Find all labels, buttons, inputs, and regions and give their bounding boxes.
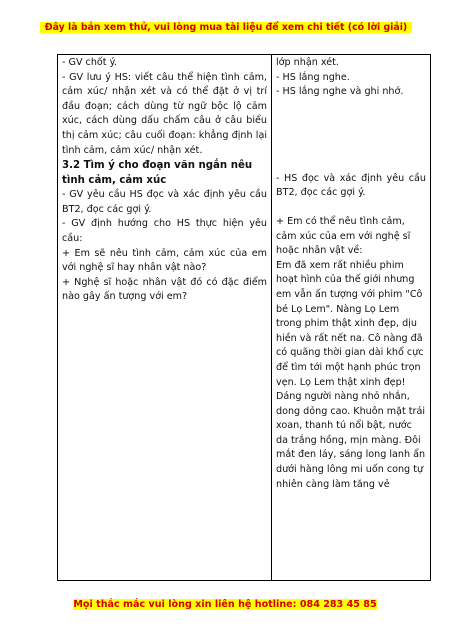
paragraph: + Em sẽ nêu tình cảm, cảm xúc của em với nghệ sĩ hay nhân vật nào? [62,247,267,274]
paragraph: - HS đọc và xác định yêu cầu BT2, đọc các gợi ý. [276,172,426,199]
paragraph: - HS lắng nghe và ghi nhớ. [276,86,404,98]
hotline-footer [0,599,450,610]
paragraph: - GV định hướng cho HS thực hiện yêu cầu: [62,218,267,244]
paragraph: - GV lưu ý HS: viết câu thể hiện tình cảm, cảm xúc/ nhận xét và có thể đặt ở vị trí đầu đoạn; cách dùng từ ngữ bộc lộ cảm xúc, cách dùng dấu chấm câu ở câu biểu thị cảm xúc; câu cuối đoạn: khẳng định lại tình cảm, cảm xúc/ nhận xét. [62,71,267,156]
lesson-table [57,54,431,581]
teacher-activity-cell [58,55,272,581]
paragraph: - GV chốt ý. [62,57,117,68]
paragraph: Em đã xem rất nhiều phim hoạt hình của thế giới nhưng em vẫn ấn tượng với phim "Cô bé Lọ Lem". Nàng Lọ Lem trong phim thật xinh đẹp, dịu hiền và rất nết na. Cô nàng đã có quãng thời gian dài khổ cực để tìm tới một hạnh phúc trọn vẹn. Lọ Lem thật xinh đẹp! Dáng người nàng nhỏ nhắn, dong dỏng cao. Khuôn mặt trái xoan, thanh tú nổi bật, nước da trắng hồng, mịn màng. Đôi mắt đen láy, sáng long lanh ẩn dưới hàng lông mi uốn cong tự nhiên càng làm tăng vẻ [276,259,426,490]
hotline-text: Mọi thắc mắc vui lòng xin liên hệ hotline: 084 283 45 85 [73,599,377,610]
student-activity-cell [272,55,431,581]
preview-banner [40,22,412,33]
paragraph: + Em có thể nêu tình cảm, cảm xúc của em với nghệ sĩ hoặc nhân vật về: [276,215,411,257]
section-heading: 3.2 Tìm ý cho đoạn văn ngắn nêu tình cảm, cảm xúc [62,160,253,187]
paragraph: lớp nhận xét. [276,57,339,68]
paragraph: + Nghệ sĩ hoặc nhân vật đó có đặc điểm nào gây ấn tượng với em? [62,276,267,303]
preview-banner-text: Đây là bản xem thử, vui lòng mua tài liệu để xem chi tiết (có lời giải) [44,22,408,33]
table-row [58,55,431,581]
paragraph: - GV yêu cầu HS đọc và xác định yêu cầu BT2, đọc các gợi ý. [62,189,267,215]
paragraph: - HS lắng nghe. [276,71,350,83]
